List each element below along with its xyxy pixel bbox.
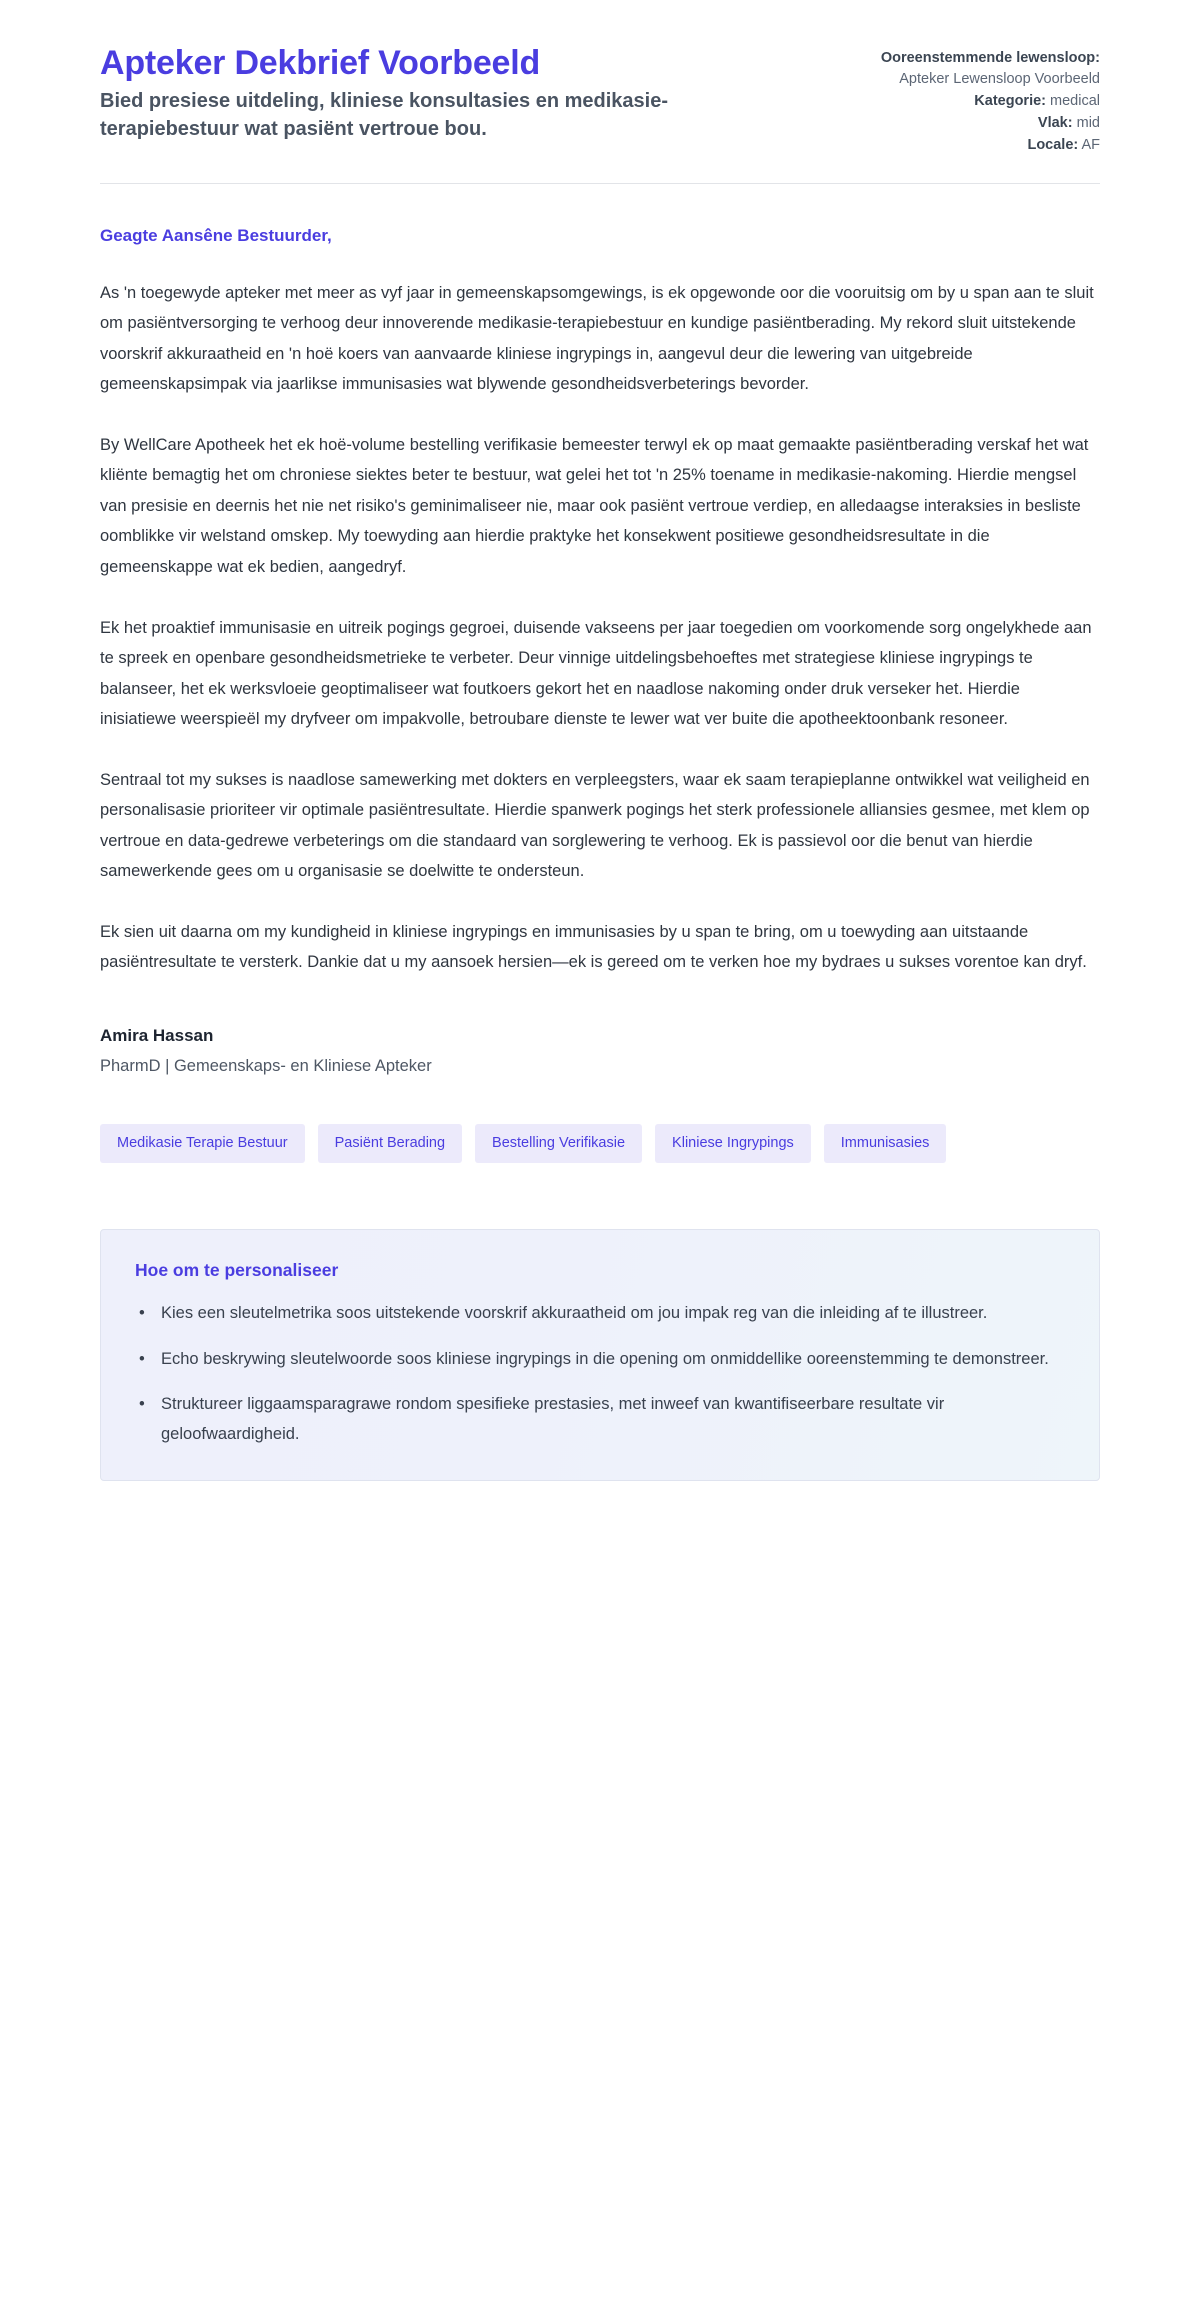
- paragraph: As 'n toegewyde apteker met meer as vyf jaar in gemeenskapsomgewings, is ek opgewonde oor die vooruitsig om by u span aan te sluit om pasiëntversorging te verhoog deur innoverende medikasie-terapiebestuur en kundige pasiëntberading. My rekord sluit uitstekende voorskrif akkuraatheid en 'n hoë koers van aanvaarde kliniese ingrypings in, aangevul deur die lewering van uitgebreide gemeenskapsimpak via jaarlikse immunisasies wat blywende gesondheidsverbeterings bevorder.: [100, 283, 1094, 394]
- personalization-callout: [100, 1229, 1100, 1481]
- page-title: Apteker Dekbrief Voorbeeld: [100, 44, 541, 82]
- signature-name: Amira Hassan: [100, 1025, 214, 1045]
- meta-row-category: [870, 91, 1100, 112]
- tag-chip[interactable]: Pasiënt Berading: [318, 1124, 462, 1163]
- list-item: [135, 1299, 1065, 1329]
- meta-row-level: [870, 113, 1100, 134]
- paragraph: Ek het proaktief immunisasie en uitreik pogings gegroei, duisende vakseens per jaar toegedien om voorkomende sorg ongelykhede aan te spreek en openbare gesondheidsmetrieke te verbeter. Deur vinnige uitdelingsbehoeftes met strategiese kliniese ingrypings te balanseer, het ek werksvloeie geoptimaliseer wat foutkoers gekort het en naadlose nakoming onder druk verseker het. Hierdie inisiatiewe weerspieël my dryfveer om impakvolle, betroubare dienste te lewer wat ver buite die apotheektoonbank resoneer.: [100, 618, 1092, 729]
- bullet-icon: •: [139, 1303, 145, 1322]
- callout-list: [135, 1299, 1065, 1450]
- meta-label: Ooreenstemmende lewensloop:: [880, 50, 1100, 66]
- list-item-text: Kies een sleutelmetrika soos uitstekende voorskrif akkuraatheid om jou impak reg van die inleiding af te illustreer.: [161, 1303, 988, 1322]
- tag-list: [100, 1124, 980, 1163]
- callout-title: Hoe om te personaliseer: [135, 1259, 339, 1280]
- salutation: Geagte Aansêne Bestuurder,: [100, 226, 332, 246]
- meta-row-matching-resume: [870, 48, 1100, 90]
- meta-value: AF: [1081, 137, 1100, 154]
- tag-chip[interactable]: Medikasie Terapie Bestuur: [100, 1124, 305, 1163]
- paragraph: Sentraal tot my sukses is naadlose samewerking met dokters en verpleegsters, waar ek saam terapieplanne ontwikkel wat veiligheid en personalisasie prioriteer vir optimale pasiëntresultate. Hierdie spanwerk pogings het sterk professionele alliansies gesmee, met klem op vertroue en data-gedrewe verbeterings om die standaard van sorglewering te verhoog. Ek is passievol oor die benut van hierdie samewerkende gees om u organisasie se doelwitte te ondersteun.: [100, 770, 1090, 881]
- signature-title: PharmD | Gemeenskaps- en Kliniese Apteker: [100, 1056, 432, 1075]
- meta-value: Apteker Lewensloop Voorbeeld: [899, 71, 1100, 88]
- page-subtitle: Bied presiese uitdeling, kliniese konsultasies en medikasie-terapiebestuur wat pasiënt vertroue bou.: [100, 90, 668, 140]
- list-item-text: Echo beskrywing sleutelwoorde soos kliniese ingrypings in die opening om onmiddellike ooreenstemming te demonstreer.: [161, 1349, 1049, 1368]
- paragraph: Ek sien uit daarna om my kundigheid in kliniese ingrypings en immunisasies by u span te bring, om u toewyding aan uitstaande pasiëntresultate te versterk. Dankie dat u my aansoek hersien—ek is gereed om te verken hoe my bydraes u sukses vorentoe kan dryf.: [100, 922, 1087, 972]
- bullet-icon: •: [139, 1349, 145, 1368]
- list-item: [135, 1345, 1065, 1375]
- meta-label: Kategorie:: [974, 93, 1046, 110]
- document-metadata: [870, 44, 1100, 157]
- meta-label: Vlak:: [1037, 115, 1073, 132]
- paragraph: By WellCare Apotheek het ek hoë-volume bestelling verifikasie bemeester terwyl ek op maat gemaakte pasiëntberading verskaf het wat kliënte bemagtig het om chroniese siektes beter te bestuur, wat gelei het tot 'n 25% toename in medikasie-nakoming. Hierdie mengsel van presisie en deernis het nie net risiko's geminimaliseer nie, maar ook pasiënt vertroue verdiep, en alledaagse interaksies in besliste oomblikke vir welstand omskep. My toewyding aan hierdie praktyke het konsekwent positiewe gesondheidsresultate in die gemeenskappe wat ek bedien, aangedryf.: [100, 435, 1089, 576]
- document-header: [100, 44, 1100, 183]
- signature-block: [100, 1026, 1100, 1079]
- meta-value: mid: [1076, 115, 1100, 132]
- list-item: [135, 1390, 1065, 1449]
- tag-chip[interactable]: Immunisasies: [824, 1124, 947, 1163]
- list-item-text: Struktureer liggaamsparagrawe rondom spesifieke prestasies, met inweef van kwantifiseerbare resultate vir geloofwaardigheid.: [161, 1395, 945, 1443]
- header-title-block: [100, 44, 740, 143]
- meta-label: Locale:: [1027, 137, 1079, 154]
- bullet-icon: •: [139, 1395, 145, 1414]
- cover-letter-body: [100, 184, 1100, 978]
- tag-chip[interactable]: Kliniese Ingrypings: [655, 1124, 811, 1163]
- meta-row-locale: [870, 135, 1100, 156]
- meta-value: medical: [1050, 93, 1100, 110]
- tag-chip[interactable]: Bestelling Verifikasie: [475, 1124, 642, 1163]
